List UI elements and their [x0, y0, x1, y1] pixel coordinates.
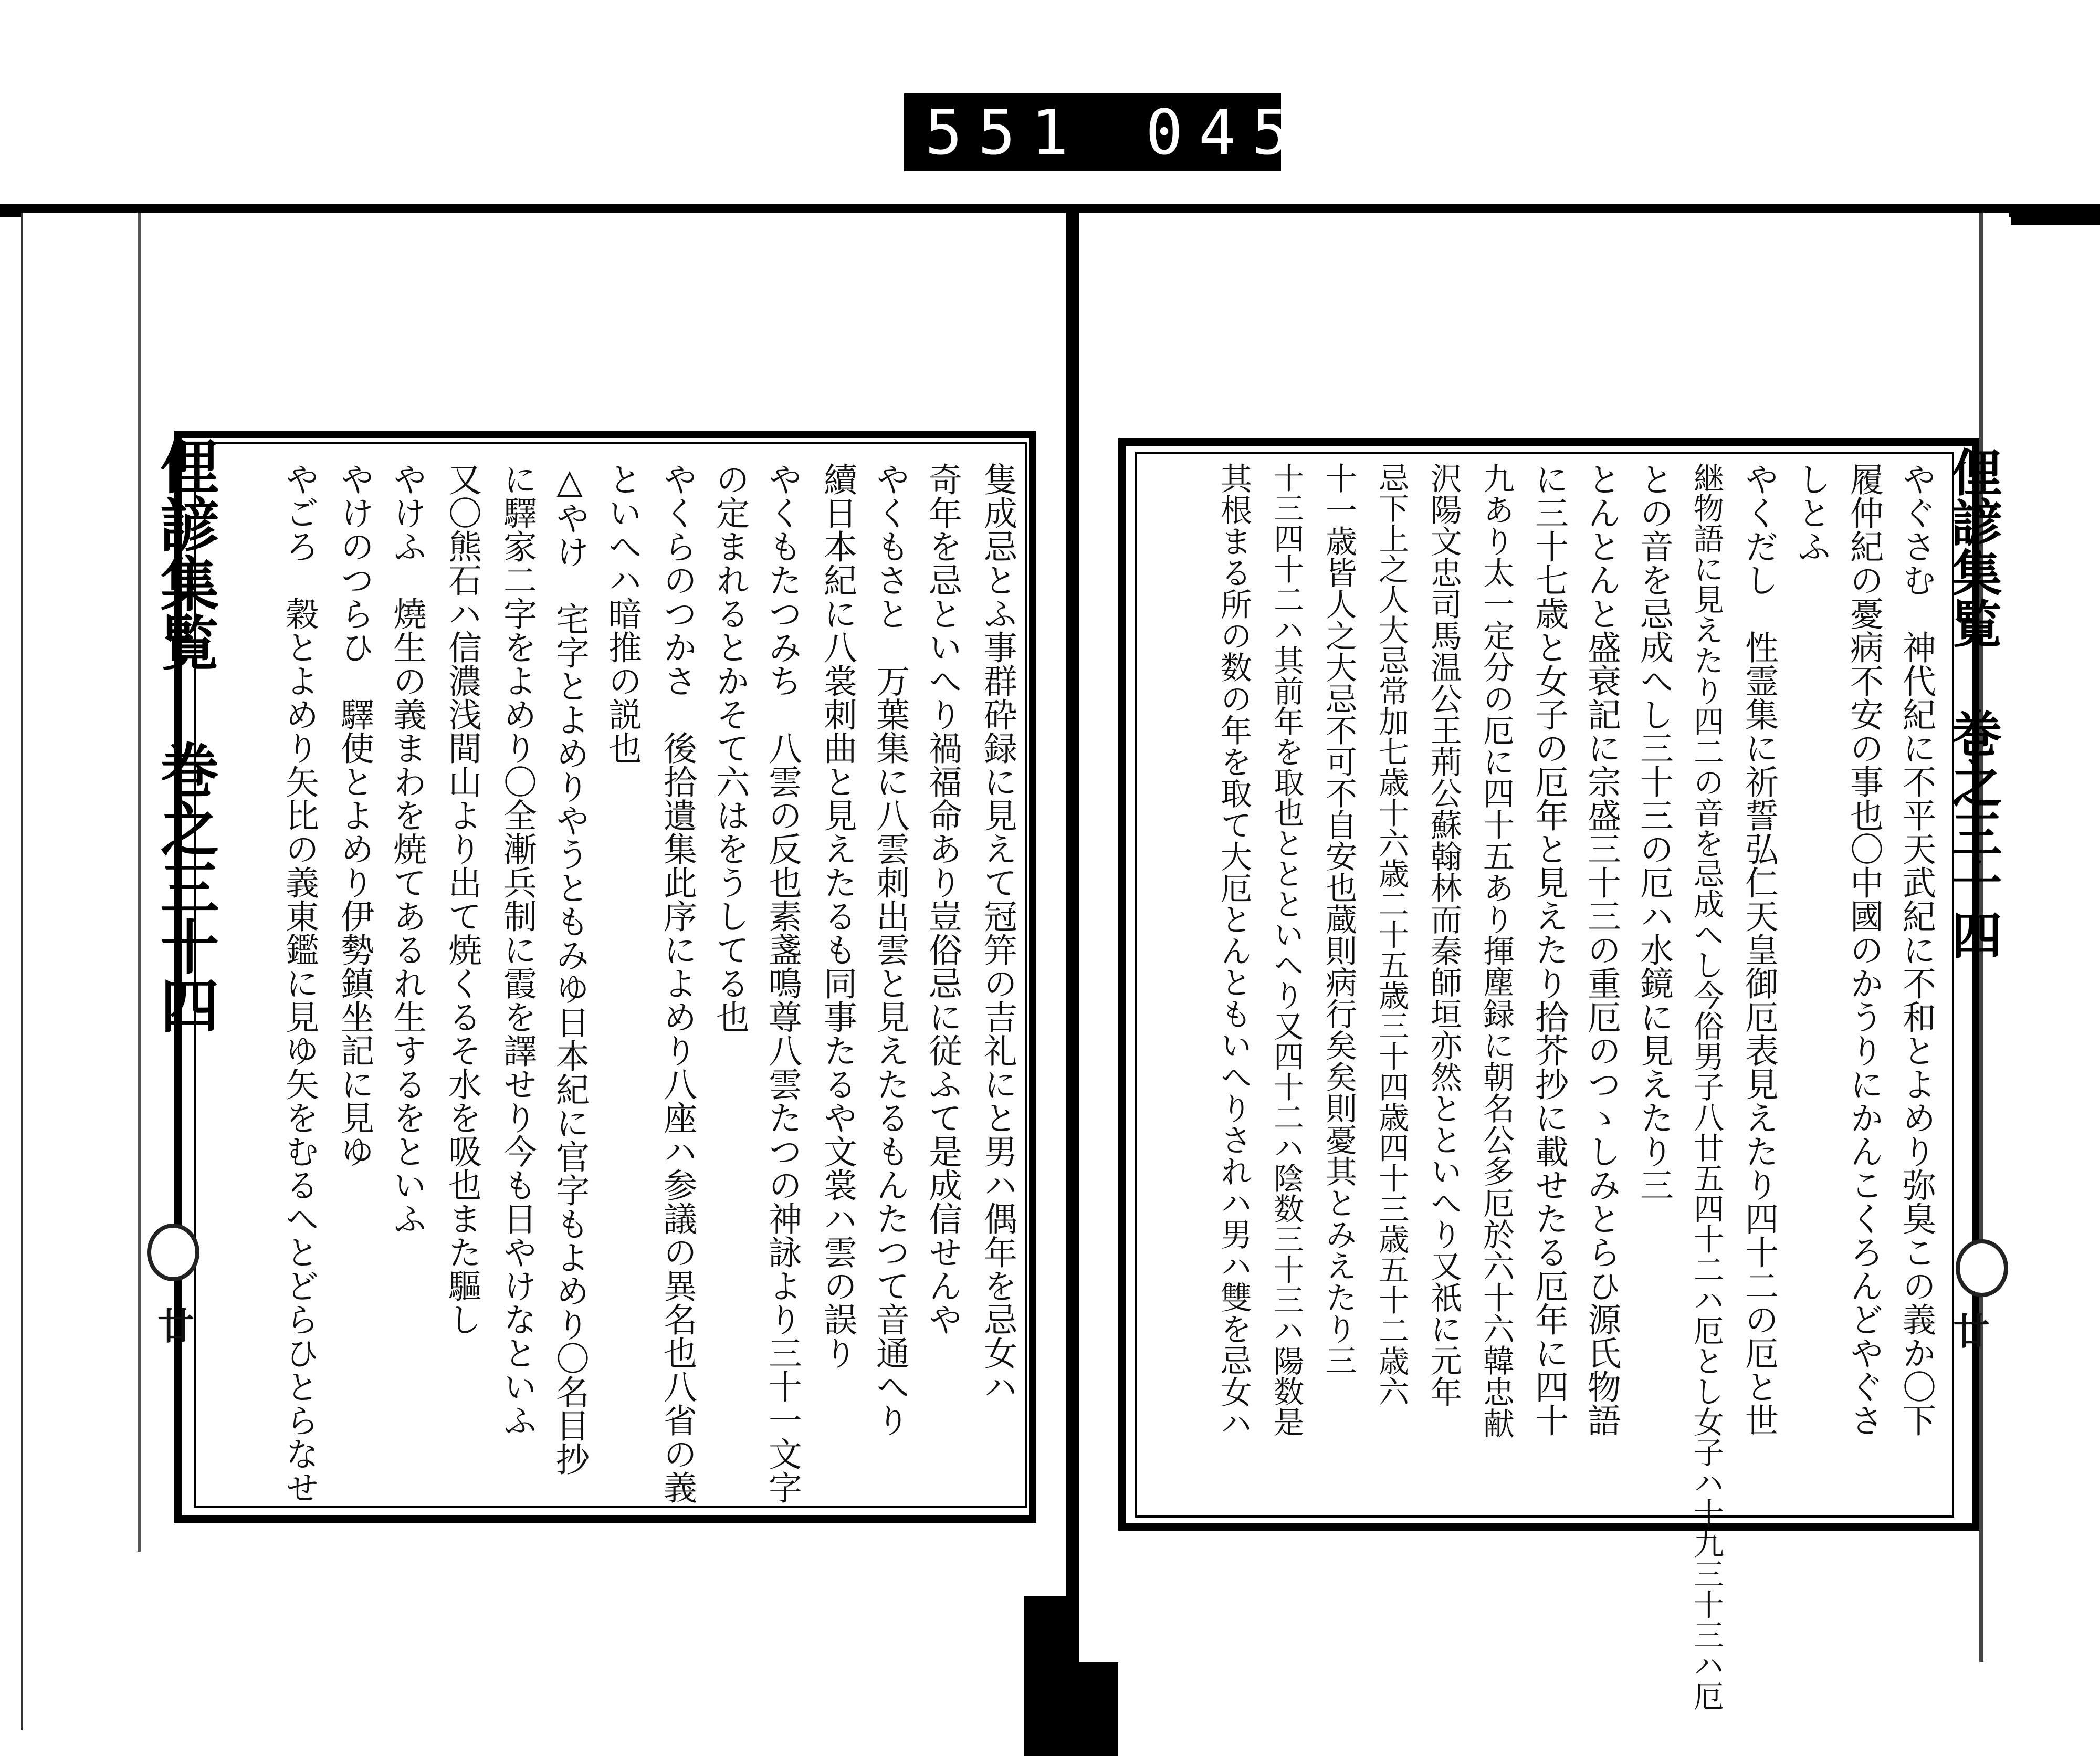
right-col-8: に三十七歳と女子の厄年と見えたり拾芥抄に載せたる厄年に四十	[1529, 462, 1568, 1437]
left-thumb-hole	[147, 1224, 200, 1281]
right-col-9: 九あり太一定分の厄に四十五あり揮塵録に朝名公多厄於六十六韓忠献	[1478, 462, 1515, 1439]
left-col-5: やくもたつみち 八雲の反也素盞鳴尊八雲たつの神詠より三十一文字	[763, 462, 802, 1504]
left-spine-title: 俚諺集覧 巻之三十四	[151, 436, 219, 1034]
catalog-label	[904, 93, 1358, 171]
left-col-10: に驛家二字をよめり〇全漸兵制に霞を譯せり今も日やけなといふ	[498, 462, 537, 1437]
right-col-12: 十一歳皆人之大忌不可不自安也蔵則病行矣矣則憂其とみえたり三	[1320, 462, 1357, 1376]
right-col-10: 沢陽文忠司馬温公王荊公蘇翰林而秦師垣亦然とといへり又祇に元年	[1425, 462, 1462, 1407]
right-col-11: 忌下上之人大忌常加七歳十六歳二十五歳三十四歳四十三歳五十二歳六	[1373, 462, 1409, 1406]
right-col-2: 履仲紀の憂病不安の事也〇中國のかうりにかんこくろんどやぐさ	[1844, 462, 1883, 1437]
catalog-label-left: 551	[925, 96, 1085, 169]
left-col-12: やけふ 燒生の義まわを焼てあるれ生するをといふ	[387, 462, 426, 1235]
right-col-13: 十三四十二ハ其前年を取也ととといへり又四十二ハ陰数三十三ハ陽数是	[1268, 462, 1304, 1437]
right-col-4: やくだし 性霊集に祈誓弘仁天皇御厄表見えたり四十二の厄と世	[1739, 462, 1778, 1437]
right-col-14: 其根まる所の数の年を取て大厄とんともいへりされハ男ハ雙を忌女ハ	[1215, 462, 1252, 1439]
left-col-4: 續日本紀に八裳刺曲と見えたるも同事たるや文裳ハ雲の誤り	[818, 462, 857, 1370]
left-folio: 廿	[158, 1304, 194, 1348]
right-thumb-hole	[1956, 1239, 2008, 1297]
left-col-6: の定まれるとかそて六はをうしてる也	[710, 462, 749, 1033]
scan-right-edge	[2011, 204, 2100, 225]
catalog-label-right: 045.	[1146, 96, 1358, 169]
right-col-6: との音を忌成へし三十三の厄ハ水鏡に見えたり三	[1634, 462, 1673, 1201]
gutter	[1066, 204, 1079, 1756]
left-col-1: 隻成忌とふ事群砕録に見えて冠笄の吉礼にと男ハ偶年を忌女ハ	[978, 462, 1017, 1403]
left-col-8: といへハ暗推の説也	[603, 462, 642, 765]
right-col-7: とんとんと盛衰記に宗盛三十三の重厄のつゝしみとらひ源氏物語	[1582, 462, 1621, 1437]
left-col-9: △やけ 宅字とよめりやうともみゆ日本紀に官字もよめり〇名目抄	[550, 462, 589, 1476]
right-col-1: やぐさむ 神代紀に不平天武紀に不和とよめり弥臭この義か〇下	[1897, 462, 1936, 1437]
left-page-spine-fold	[138, 213, 141, 1552]
right-col-3: しとふ	[1792, 462, 1831, 563]
right-col-5: 継物語に見えたり四二の音を忌成へし今俗男子八廿五四十二ハ厄とし女子ハ十九三十三ハ厄	[1688, 462, 1724, 1711]
left-col-11: 又〇熊石ハ信濃浅間山より出て焼くるそ水を吸也また驅し	[443, 462, 481, 1336]
right-folio: 廿	[1953, 1310, 1990, 1353]
left-col-3: やくもさと 万葉集に八雲刺出雲と見えたるもんたつて音通へり	[870, 462, 909, 1437]
left-col-7: やくらのつかさ 後拾遺集此序によめり八座ハ参議の異名也八省の義	[658, 462, 697, 1504]
left-col-2: 奇年を忌といへり禍福命あり豈俗忌に従ふて是成信せんや	[923, 462, 962, 1336]
left-col-13: やけのつらひ 驛使とよめり伊勢鎮坐記に見ゆ	[335, 462, 374, 1168]
right-spine-title: 俚諺集覧 巻之三十四	[1944, 446, 2003, 959]
left-col-14: やごろ 穀とよめり矢比の義東鑑に見ゆ矢をむるへとどらひとらなせ	[280, 462, 319, 1504]
